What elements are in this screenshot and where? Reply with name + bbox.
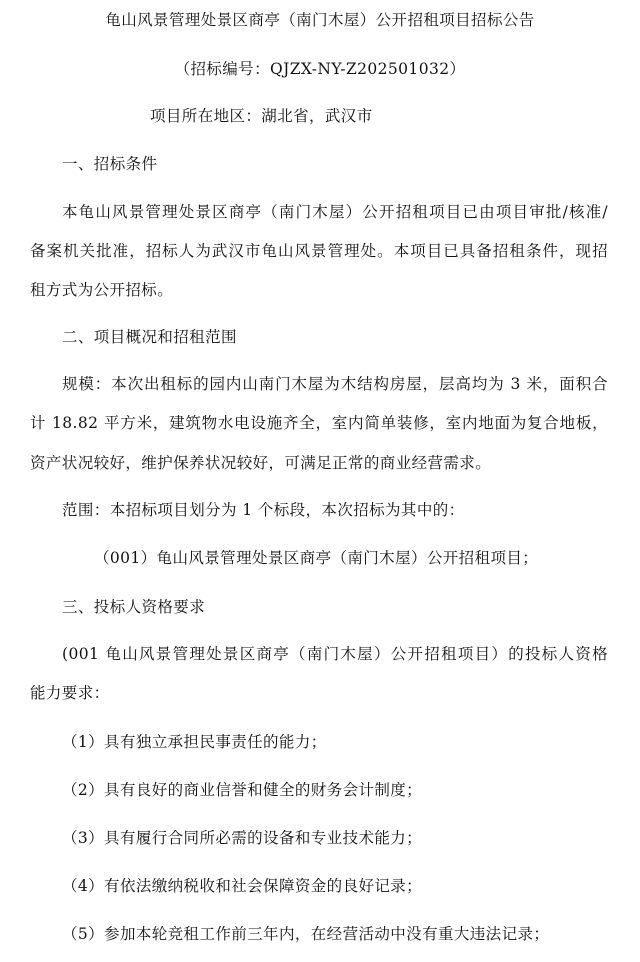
paragraph-line: 计 18.82 平方米，建筑物水电设施齐全，室内简单装修，室内地面为复合地板， <box>30 414 608 432</box>
requirement-item: （2）具有良好的商业信誉和健全的财务会计制度； <box>62 781 423 799</box>
requirement-item: （5）参加本轮竞租工作前三年内，在经营活动中没有重大违法记录； <box>62 925 550 943</box>
section-heading: 二、项目概况和招租范围 <box>62 328 237 346</box>
paragraph-line: 租方式为公开招标。 <box>30 281 174 299</box>
paragraph-line: 资产状况较好，维护保养状况较好，可满足正常的商业经营需求。 <box>30 454 492 472</box>
section-heading: 一、招标条件 <box>62 155 158 173</box>
paragraph-line: 备案机关批准，招标人为武汉市龟山风景管理处。本项目已具备招租条件，现招 <box>30 242 608 260</box>
paragraph-line: 能力要求： <box>30 684 110 702</box>
requirement-item: （4）有依法缴纳税收和社会保障资金的良好记录； <box>62 877 423 895</box>
lot-item: （001）龟山风景管理处景区商亭（南门木屋）公开招租项目； <box>94 549 539 567</box>
paragraph-line: 本龟山风景管理处景区商亭（南门木屋）公开招租项目已由项目审批/核准/ <box>62 203 608 221</box>
document-title: 龟山风景管理处景区商亭（南门木屋）公开招租项目招标公告 <box>105 11 535 29</box>
project-location: 项目所在地区：湖北省，武汉市 <box>150 107 373 125</box>
requirement-item: （3）具有履行合同所必需的设备和专业技术能力； <box>62 829 423 847</box>
bid-number: （招标编号：QJZX-NY-Z202501032） <box>174 60 466 78</box>
section-heading: 三、投标人资格要求 <box>62 598 206 616</box>
paragraph-line: (001 龟山风景管理处景区商亭（南门木屋）公开招租项目）的投标人资格 <box>62 645 608 663</box>
range-text: 范围：本招标项目划分为 1 个标段，本次招标为其中的： <box>62 501 465 519</box>
requirement-item: （1）具有独立承担民事责任的能力； <box>62 733 327 751</box>
paragraph-line: 规模：本次出租标的园内山南门木屋为木结构房屋，层高均为 3 米，面积合 <box>62 375 608 393</box>
